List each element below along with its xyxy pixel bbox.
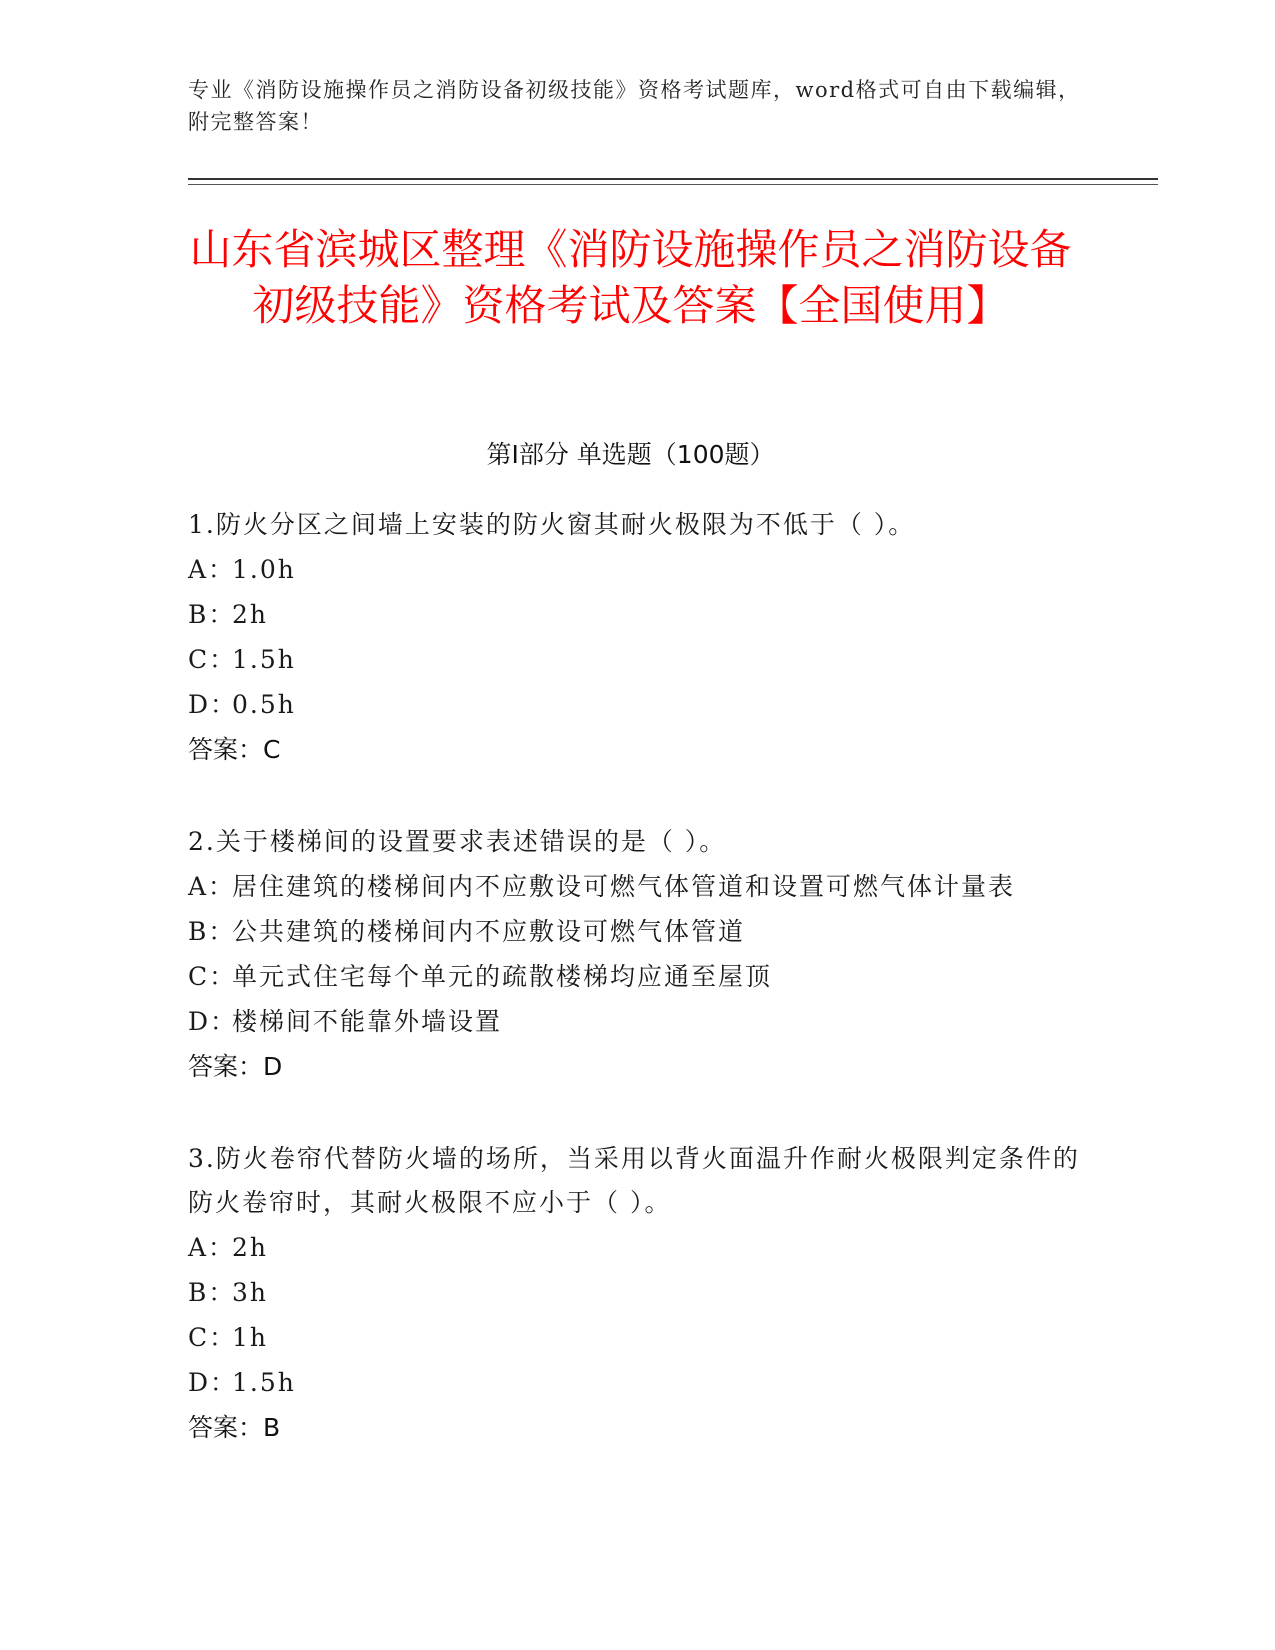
option-key: D： <box>188 1007 238 1036</box>
question-text: 3.防火卷帘代替防火墙的场所，当采用以背火面温升作耐火极限判定条件的防火卷帘时，其耐火极限不应小于（ ）。 <box>188 1144 1080 1217</box>
option-a <box>188 1225 1088 1270</box>
option-key: C： <box>188 645 237 674</box>
answer: 答案：D <box>188 1052 283 1081</box>
section-heading: 第I部分 单选题（100题） <box>486 440 775 469</box>
option-d <box>188 999 1088 1044</box>
option-c <box>188 954 1088 999</box>
question-3 <box>188 1137 1088 1450</box>
option-key: A： <box>188 1233 236 1262</box>
option-value: 1h <box>232 1323 269 1352</box>
header-divider-thick <box>188 178 1158 180</box>
header-note: 专业《消防设施操作员之消防设备初级技能》资格考试题库，word格式可自由下载编辑，附完整答案！ <box>188 78 1081 134</box>
answer: 答案：B <box>188 1413 281 1442</box>
option-key: D： <box>188 690 238 719</box>
question-text: 1.防火分区之间墙上安装的防火窗其耐火极限为不低于（ ）。 <box>188 510 916 539</box>
option-a <box>188 864 1088 909</box>
option-key: C： <box>188 1323 237 1352</box>
option-key: B： <box>188 917 236 946</box>
question-1 <box>188 503 1088 772</box>
option-value: 0.5h <box>232 690 296 719</box>
option-key: D： <box>188 1368 238 1397</box>
option-value: 2h <box>232 1233 269 1262</box>
option-key: C： <box>188 962 237 991</box>
option-c <box>188 1315 1088 1360</box>
option-value: 楼梯间不能靠外墙设置 <box>232 1007 503 1036</box>
option-b <box>188 592 1088 637</box>
option-c <box>188 637 1088 682</box>
option-d <box>188 682 1088 727</box>
header-divider-thin <box>188 184 1158 185</box>
document-title: 山东省滨城区整理《消防设施操作员之消防设备初级技能》资格考试及答案【全国使用】 <box>189 225 1072 330</box>
question-text: 2.关于楼梯间的设置要求表述错误的是（ ）。 <box>188 827 727 856</box>
option-key: B： <box>188 1278 236 1307</box>
option-value: 3h <box>232 1278 269 1307</box>
option-d <box>188 1360 1088 1405</box>
option-value: 单元式住宅每个单元的疏散楼梯均应通至屋顶 <box>232 962 773 991</box>
option-value: 1.0h <box>232 555 296 584</box>
option-key: A： <box>188 555 236 584</box>
option-value: 1.5h <box>232 1368 296 1397</box>
option-value: 公共建筑的楼梯间内不应敷设可燃气体管道 <box>232 917 746 946</box>
answer: 答案：C <box>188 735 281 764</box>
option-key: A： <box>188 872 236 901</box>
option-b <box>188 909 1088 954</box>
question-2 <box>188 820 1088 1089</box>
option-key: B： <box>188 600 236 629</box>
option-value: 居住建筑的楼梯间内不应敷设可燃气体管道和设置可燃气体计量表 <box>232 872 1016 901</box>
option-value: 2h <box>232 600 269 629</box>
option-b <box>188 1270 1088 1315</box>
option-value: 1.5h <box>232 645 296 674</box>
option-a <box>188 547 1088 592</box>
